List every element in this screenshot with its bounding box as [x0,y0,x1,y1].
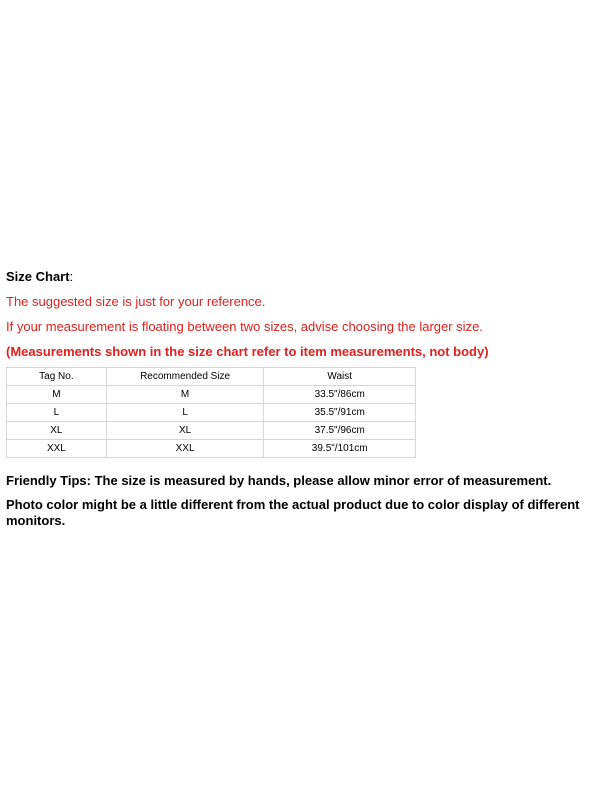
cell-recommended-size: XL [106,422,264,440]
size-table [6,367,416,458]
cell-tag-no: L [7,404,107,422]
header-recommended-size: Recommended Size [106,368,264,386]
table-row [7,422,416,440]
cell-recommended-size: XXL [106,440,264,458]
size-chart-colon: : [69,269,74,284]
photo-color-note: Photo color might be a little different from the actual product due to color display of different monitors. [6,497,580,528]
table-row [7,386,416,404]
cell-tag-no: XL [7,422,107,440]
cell-waist: 37.5"/96cm [264,422,416,440]
cell-waist: 39.5"/101cm [264,440,416,458]
table-row [7,404,416,422]
table-row [7,440,416,458]
table-header-row [7,368,416,386]
friendly-tips: Friendly Tips: The size is measured by hands, please allow minor error of measurement. [6,473,552,488]
measurements-note: (Measurements shown in the size chart refer to item measurements, not body) [6,344,489,359]
size-chart-title: Size Chart [6,269,70,284]
header-waist: Waist [264,368,416,386]
cell-tag-no: XXL [7,440,107,458]
reference-note: The suggested size is just for your reference. [6,294,266,309]
cell-tag-no: M [7,386,107,404]
size-chart-section [6,268,594,529]
header-tag-no: Tag No. [7,368,107,386]
size-chart-heading [6,268,594,286]
cell-recommended-size: L [106,404,264,422]
floating-note: If your measurement is floating between two sizes, advise choosing the larger size. [6,319,483,334]
cell-recommended-size: M [106,386,264,404]
cell-waist: 35.5"/91cm [264,404,416,422]
cell-waist: 33.5"/86cm [264,386,416,404]
